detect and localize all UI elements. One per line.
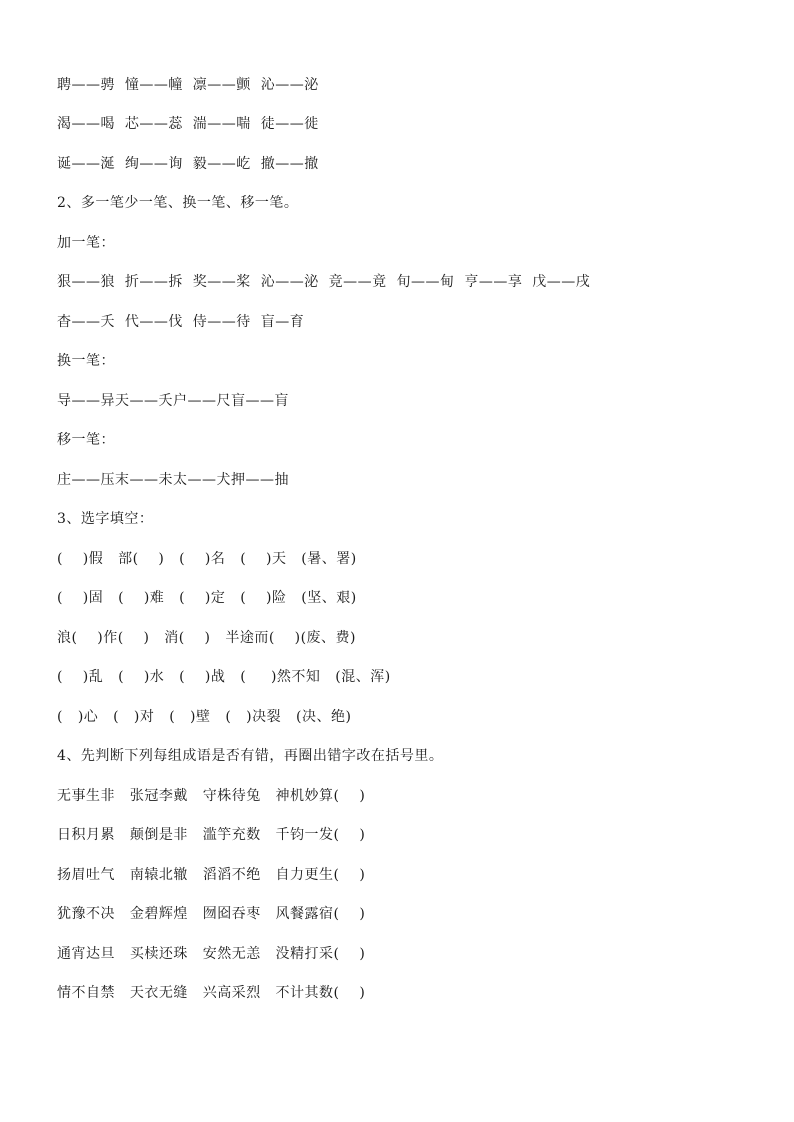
idiom-line-2: 日积月累 颠倒是非 滥竽充数 千钧一发( ) — [57, 827, 366, 843]
idiom-line-1: 无事生非 张冠李戴 守株待兔 神机妙算( ) — [57, 788, 366, 804]
fill-blank-line-3: 浪( )作( ) 消( ) 半途而( )(废、费) — [57, 630, 357, 646]
subheading-change-stroke: 换一笔： — [57, 353, 115, 369]
section-heading-3: 3、选字填空： — [57, 511, 154, 527]
fill-blank-line-2: ( )固 ( )难 ( )定 ( )险 (坚、艰) — [57, 590, 357, 606]
section-heading-2: 2、多一笔少一笔、换一笔、移一笔。 — [57, 195, 299, 211]
text-line-3: 诞——涎 绚——询 毅——屹 撤——撤 — [57, 156, 319, 172]
fill-blank-line-4: ( )乱 ( )水 ( )战 ( )然不知 (混、浑) — [57, 669, 391, 685]
text-line-9: 导——异天——夭户——尺盲——肓 — [57, 393, 289, 409]
idiom-line-5: 通宵达旦 买椟还珠 安然无恙 没精打采( ) — [57, 946, 366, 962]
section-heading-4: 4、先判断下列每组成语是否有错，再圈出错字改在括号里。 — [57, 748, 444, 764]
text-line-7: 杳——夭 代——伐 侍——待 盲—育 — [57, 314, 305, 330]
subheading-add-stroke: 加一笔： — [57, 235, 115, 251]
text-line-11: 庄——压末——未太——犬押——抽 — [57, 472, 289, 488]
idiom-line-6: 情不自禁 天衣无缝 兴高采烈 不计其数( ) — [57, 985, 366, 1001]
fill-blank-line-5: ( )心 ( )对 ( )壁 ( )决裂 (决、绝) — [57, 709, 352, 725]
text-line-1: 聘——骋 憧——幢 凛——颤 沁——泌 — [57, 77, 319, 93]
fill-blank-line-1: ( )假 部( ) ( )名 ( )天 (暑、署) — [57, 551, 357, 567]
subheading-move-stroke: 移一笔： — [57, 432, 115, 448]
idiom-line-4: 犹豫不决 金碧辉煌 囫囵吞枣 风餐露宿( ) — [57, 906, 366, 922]
text-line-2: 渴——喝 芯——蕊 湍——喘 徒——徙 — [57, 116, 319, 132]
idiom-line-3: 扬眉吐气 南辕北辙 滔滔不绝 自力更生( ) — [57, 867, 366, 883]
text-line-6: 狠——狼 折——拆 奖——桨 沁——泌 竞——竟 旬——甸 亨——享 戊——戌 — [57, 274, 591, 290]
